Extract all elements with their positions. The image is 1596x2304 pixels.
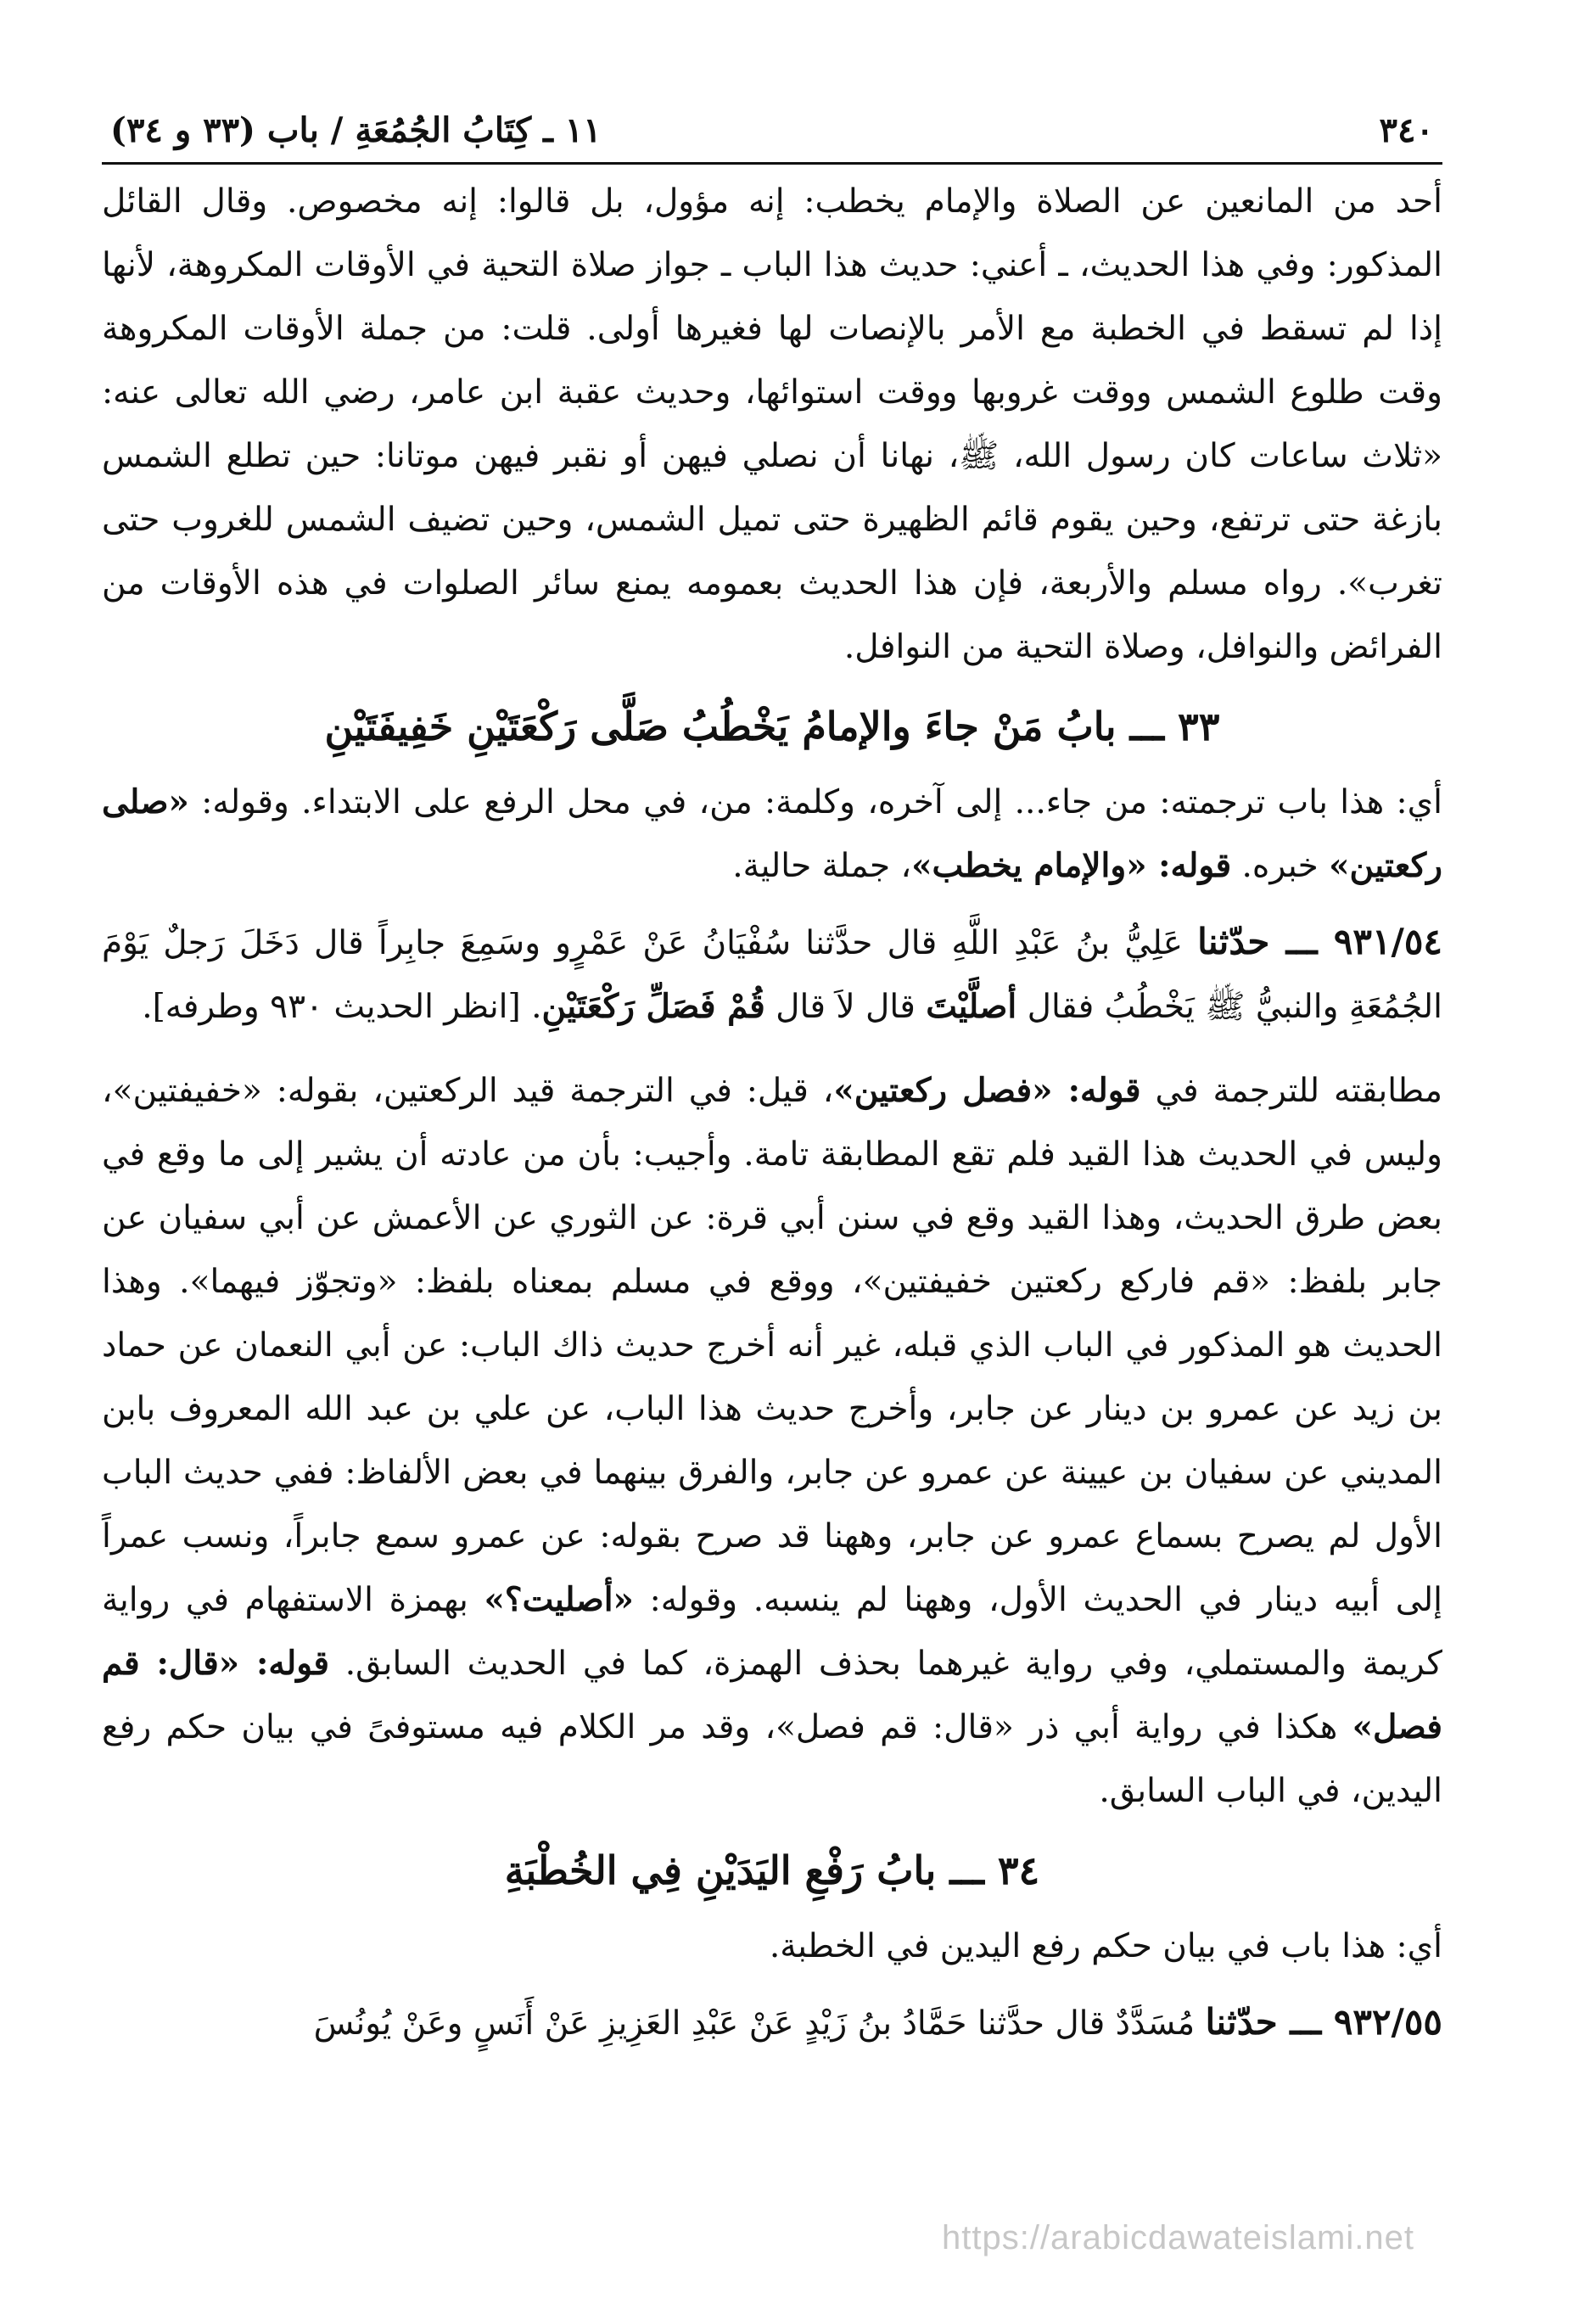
section-34-heading: ٣٤ ـــ بابُ رَفْعِ اليَدَيْنِ فِي الخُطْبَةِ (504, 1847, 1040, 1893)
hadith-931-text-3: . [انظر الحديث ٩٣٠ وطرفه]. (142, 988, 542, 1026)
commentary-931-bold3: قوله: «قال: قم فصل» (102, 1644, 1442, 1746)
hadith-931-bold-2: قُمْ فَصَلِّ رَكْعَتَيْنِ (541, 987, 765, 1026)
hadith-932-number: ٩٣٢/٥٥ ـــ حدّثنا (1205, 2001, 1442, 2043)
section-33-explanation (102, 771, 1442, 898)
section-33-heading: ٣٣ ـــ بابُ مَنْ جاءَ والإمامُ يَخْطُبُ صَلَّى رَكْعَتَيْنِ خَفِيفَتَيْنِ (324, 704, 1220, 749)
commentary-931-part2: ، قيل: في الترجمة قيد الركعتين، بقوله: «خفيفتين»، وليس في الحديث هذا القيد فلم تقع المطابقة تامة. وأجيب: بأن من عادته أن يشير إلى ما وقع في بعض طرق الحديث، وهذا القيد وقع في سنن أبي قرة: عن الثوري عن الأعمش عن أبي سفيان عن جابر بلفظ: «قم فاركع ركعتين خفيفتين»، ووقع في مسلم بمعناه بلفظ: «وتجوّز فيهما». وهذا الحديث هو المذكور في الباب الذي قبله، غير أنه أخرج حديث ذاك الباب: عن أبي النعمان عن حماد بن زيد عن عمرو بن دينار عن جابر، وأخرج حديث هذا الباب، عن علي بن عبد الله المعروف بابن المديني عن سفيان بن عيينة عن عمرو عن جابر، والفرق بينهما في بعض الألفاظ: ففي حديث الباب الأول لم يصرح بسماع عمرو عن جابر، وههنا قد صرح بقوله: عن عمرو سمع جابراً، ونسب عمراً إلى أبيه دينار في الحديث الأول، وههنا لم ينسبه. وقوله: (102, 1072, 1442, 1619)
chapter-title: ١١ ـ كِتَابُ الجُمُعَةِ / باب (٣٣ و ٣٤) (110, 110, 602, 150)
paragraph-1: أحد من المانعين عن الصلاة والإمام يخطب: إنه مؤول، بل قالوا: إنه مخصوص. وقال القائل المذكور: وفي هذا الحديث، ـ أعني: حديث هذا الباب ـ جواز صلاة التحية في الأوقات المكروهة، لأنها إذا لم تسقط في الخطبة مع الأمر بالإنصات لها فغيرها أولى. قلت: من جملة الأوقات المكروهة وقت طلوع الشمس ووقت غروبها ووقت استوائها، وحديث عقبة ابن عامر، رضي الله تعالى عنه: «ثلاث ساعات كان رسول الله، ﷺ، نهانا أن نصلي فيهن أو نقبر فيهن موتانا: حين تطلع الشمس بازغة حتى ترتفع، وحين يقوم قائم الظهيرة حتى تميل الشمس، وحين تضيف الشمس للغروب حتى تغرب». رواه مسلم والأربعة، فإن هذا الحديث بعمومه يمنع سائر الصلوات في هذه الأوقات من الفرائض والنوافل، وصلاة التحية من النوافل. (102, 182, 1442, 666)
page-number: ٣٤٠ (1379, 110, 1434, 150)
section-33-expl-part2: خبره. (1231, 847, 1330, 885)
running-header (102, 110, 1442, 165)
section-33-expl-part3: ، جملة حالية. (732, 847, 912, 885)
hadith-931-bold-1: أصلَّيْتَ (926, 987, 1017, 1026)
commentary-931 (102, 1059, 1442, 1823)
hadith-932 (102, 1990, 1442, 2055)
section-33-expl-part1: أي: هذا باب ترجمته: من جاء... إلى آخره، وكلمة: من، في محل الرفع على الابتداء. وقوله: (188, 783, 1442, 821)
section-33-expl-bold2: قوله: «والإمام يخطب» (911, 846, 1232, 885)
commentary-931-bold2: «أصليت؟» (484, 1580, 634, 1619)
document-page (102, 110, 1442, 2076)
hadith-931-number: ٩٣١/٥٤ ـــ حدّثنا (1197, 921, 1442, 962)
section-34-explanation: أي: هذا باب في بيان حكم رفع اليدين في الخطبة. (769, 1927, 1442, 1965)
hadith-931-text-2: قال لاَ قال (764, 988, 927, 1026)
commentary-931-part3: بهمزة الاستفهام في رواية كريمة والمستملي، وفي رواية غيرهما بحذف الهمزة، كما في الحديث السابق. (102, 1581, 1442, 1683)
hadith-931-text-1: عَلِيُّ بنُ عَبْدِ اللَّهِ قال حدَّثنا سُفْيَانُ عَنْ عَمْرٍو وسَمِعَ جابِراً قال دَخَلَ رَجلٌ يَوْمَ الجُمُعَةِ والنبيُّ ﷺ يَخْطُبُ فقال (102, 924, 1442, 1026)
hadith-932-text: مُسَدَّدٌ قال حدَّثنا حَمَّادُ بنُ زَيْدٍ عَنْ عَبْدِ العَزِيزِ عَنْ أَنَسٍ وعَنْ يُونُسَ (313, 2004, 1206, 2043)
section-33-expl-bold1: «صلى ركعتين» (102, 782, 1442, 885)
hadith-931 (102, 910, 1442, 1039)
commentary-931-part4: هكذا في رواية أبي ذر «قال: قم فصل»، وقد مر الكلام فيه مستوفىً في بيان حكم رفع اليدين، في الباب السابق. (102, 1708, 1442, 1810)
commentary-931-bold1: قوله: «فصل ركعتين» (833, 1071, 1141, 1110)
watermark-url: https://arabicdawateislami.net (942, 2219, 1414, 2256)
commentary-931-part1: مطابقته للترجمة في (1140, 1072, 1442, 1110)
